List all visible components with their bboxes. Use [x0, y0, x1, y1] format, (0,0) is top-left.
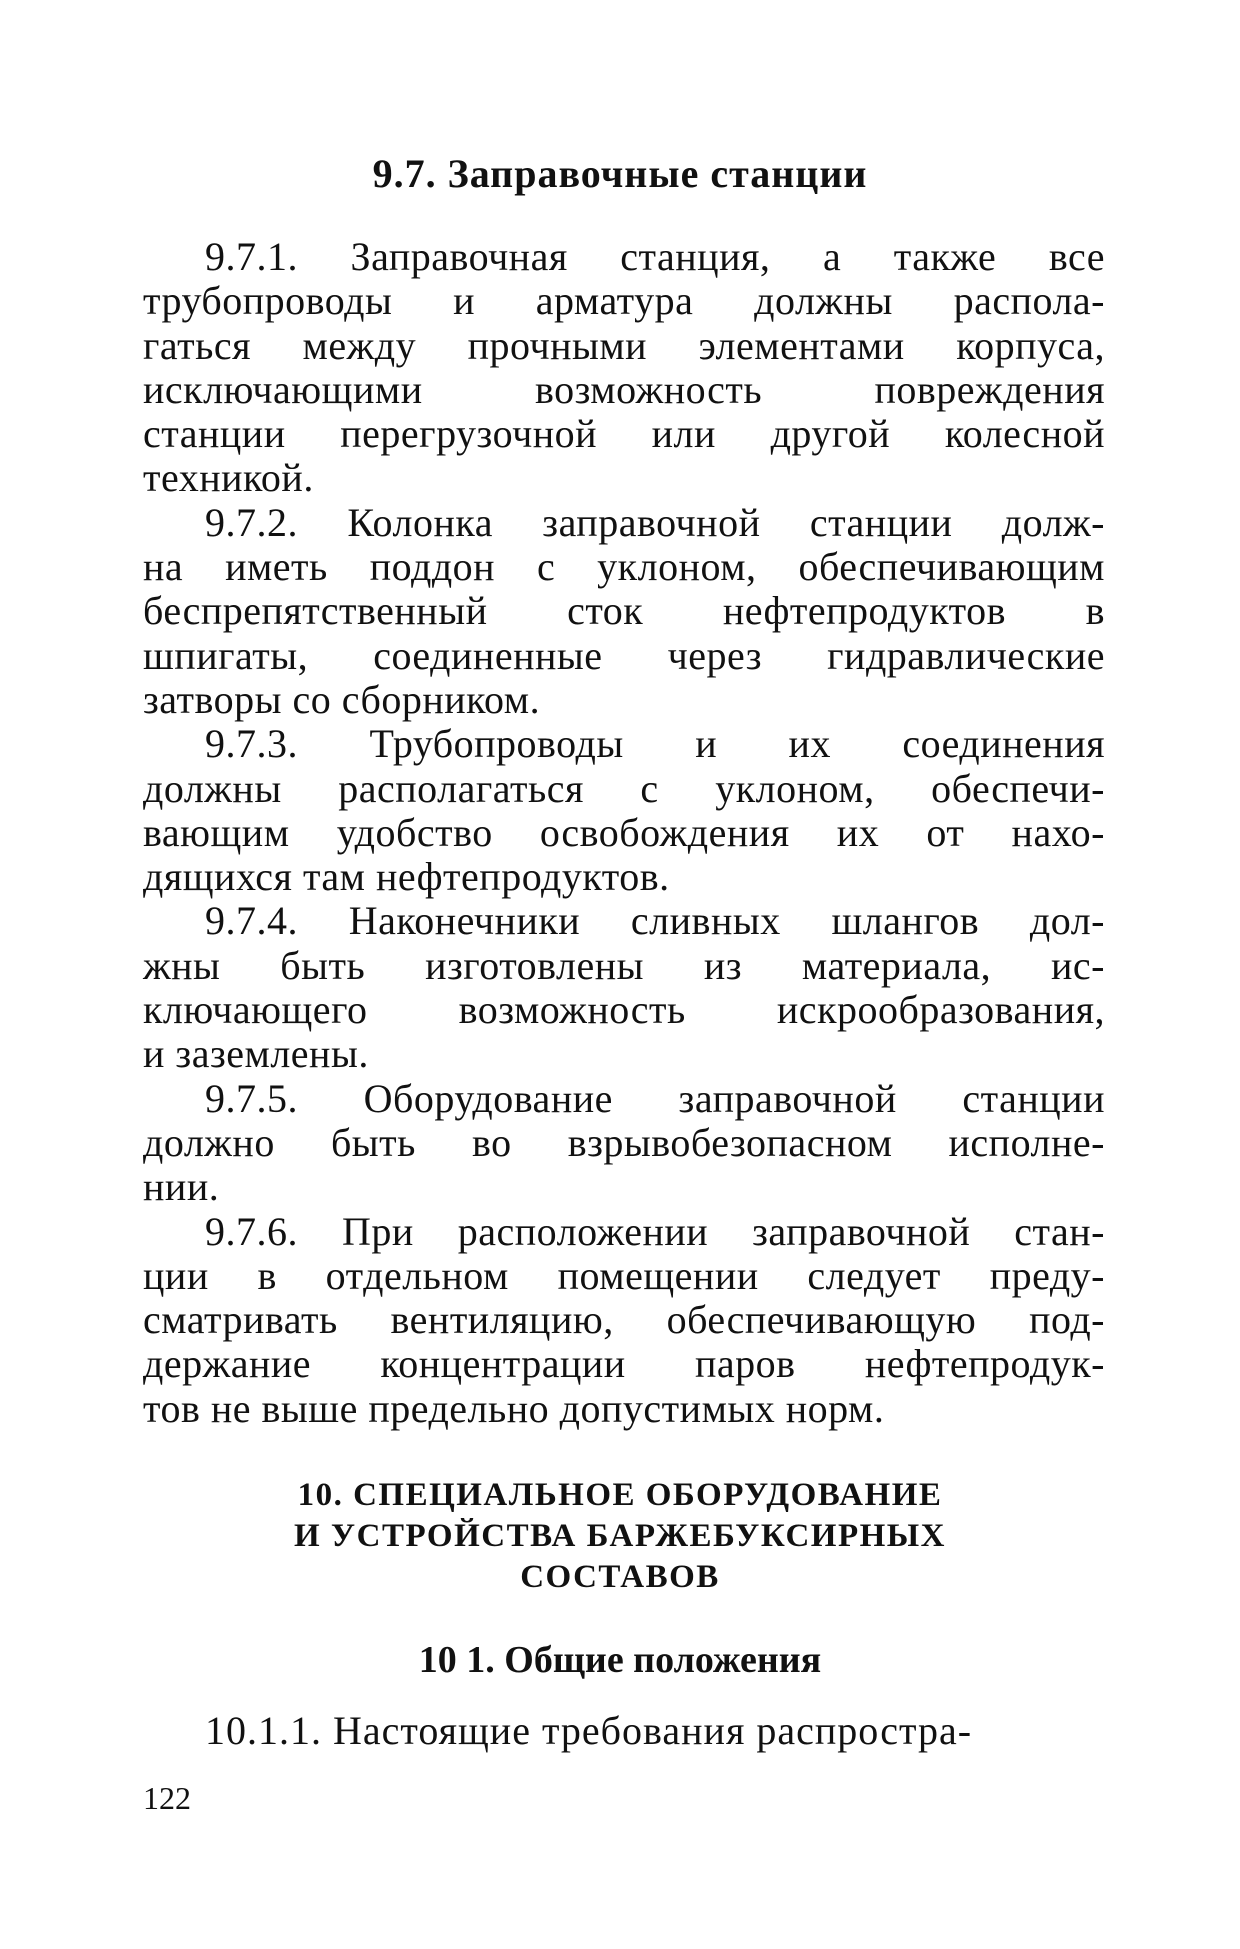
text-line: должны располагаться с уклоном, обеспечи-	[143, 765, 1105, 811]
paragraph-10-1-1: 10.1.1. Настоящие требования распростра-	[205, 1708, 973, 1753]
text-line: 9.7.3. Трубопроводы и их соединения	[205, 721, 1105, 767]
page-number: 122	[143, 1780, 191, 1816]
text-line: жны быть изготовлены из материала, ис-	[143, 942, 1105, 988]
text-line: 9.7.2. Колонка заправочной станции долж-	[205, 499, 1105, 545]
text-line: тов не выше предельно допустимых норм.	[143, 1385, 885, 1431]
text-line: 9.7.4. Наконечники сливных шлангов дол-	[205, 898, 1105, 944]
text-line: шпигаты, соединенные через гидравлические	[143, 632, 1105, 678]
paragraph	[143, 1210, 1105, 1431]
body-text	[143, 235, 1105, 1431]
text-line: затворы со сборником.	[143, 676, 541, 722]
text-line: ключающего возможность искрообразования,	[143, 987, 1105, 1033]
text-line: дящихся там нефтепродуктов.	[143, 854, 670, 900]
text-line: держание концентрации паров нефтепродук-	[143, 1341, 1105, 1387]
section-heading-line: 10. СПЕЦИАЛЬНОЕ ОБОРУДОВАНИЕ	[297, 1477, 943, 1513]
text-line: и заземлены.	[143, 1031, 369, 1077]
text-line: техникой.	[143, 455, 314, 501]
subsection-heading-10-1: 10 1. Общие положения	[418, 1639, 822, 1681]
text-line: 9.7.1. Заправочная станция, а также все	[205, 234, 1105, 279]
paragraph	[143, 899, 1105, 1076]
text-line: 9.7.5. Оборудование заправочной станции	[205, 1075, 1105, 1121]
text-line: ции в отдельном помещении следует преду-	[143, 1252, 1105, 1298]
section-heading-9-7: 9.7. Заправочные станции	[372, 151, 868, 196]
text-line: трубопроводы и арматура должны распола-	[143, 278, 1105, 324]
section-heading-line: СОСТАВОВ	[520, 1559, 720, 1595]
text-line: сматривать вентиляцию, обеспечивающую под-	[143, 1297, 1105, 1343]
text-line: станции перегрузочной или другой колесной	[143, 411, 1105, 457]
text-line: должно быть во взрывобезопасном исполне-	[143, 1119, 1105, 1165]
paragraph	[143, 235, 1105, 501]
paragraph	[143, 501, 1105, 722]
text-line: на иметь поддон с уклоном, обеспечивающим	[143, 544, 1105, 590]
text-line: 9.7.6. При расположении заправочной стан-	[205, 1208, 1105, 1254]
paragraph	[143, 722, 1105, 899]
text-line: нии.	[143, 1164, 220, 1210]
text-line: исключающими возможность повреждения	[143, 366, 1105, 412]
text-line: беспрепятственный сток нефтепродуктов в	[143, 588, 1105, 634]
text-line: вающим удобство освобождения их от нахо-	[143, 809, 1105, 855]
section-heading-line: И УСТРОЙСТВА БАРЖЕБУКСИРНЫХ	[293, 1518, 947, 1554]
text-line: гаться между прочными элементами корпуса,	[143, 322, 1105, 368]
section-heading-10	[0, 1475, 1240, 1598]
paragraph	[143, 1077, 1105, 1210]
